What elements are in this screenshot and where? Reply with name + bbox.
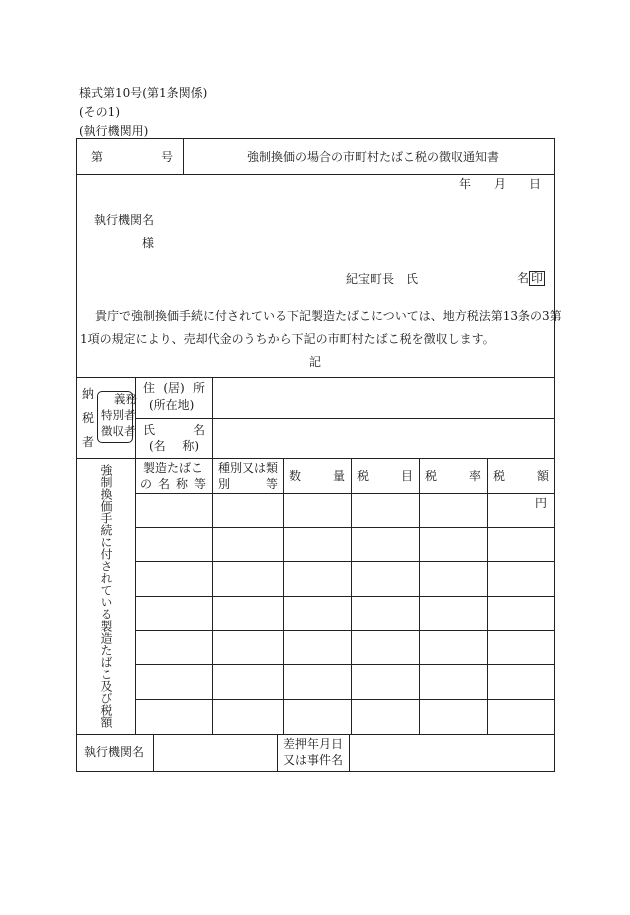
col-tax-item: 税 目 (357, 469, 413, 483)
col-quantity: 数 量 (289, 469, 345, 483)
document-title: 強制換価の場合の市町村たばこ税の徴収通知書 (247, 150, 500, 164)
taxpayer-label-3: 者 (82, 435, 95, 449)
footer-org-label: 執行機関名 (84, 745, 145, 759)
number-label: 第 号 (91, 150, 173, 164)
goods-side-label: 強制換価手続に付されている製造たばこ及び税額 (99, 464, 113, 728)
col-product-top: 製造たばこ (143, 461, 204, 475)
bracket-row-1: 義務 (114, 392, 137, 406)
col-product-bottom: の 名 称 等 (140, 477, 206, 491)
date-year: 年 (459, 177, 472, 191)
taxpayer-name-sub-label: (名 称) (149, 439, 199, 453)
notice-form (76, 138, 562, 772)
taxpayer-label-2: 税 (82, 411, 95, 425)
addressee-org-label: 執行機関名 (94, 213, 155, 227)
date-day: 日 (529, 177, 542, 191)
case-name-label: 又は事件名 (283, 753, 344, 767)
address-label: 住 (居) 所 (143, 381, 205, 395)
title-divider (183, 139, 184, 174)
body-line-2: 1項の規定により、売却代金のうちから下記の市町村たばこ税を徴収します。 (80, 332, 495, 346)
bracket-row-2: 特別者 (101, 408, 136, 422)
yen-unit: 円 (535, 496, 548, 510)
col-kind-top: 種別又は類 (218, 461, 279, 475)
bracket-row-3: 徴収者 (101, 424, 136, 438)
form-part: (その1) (79, 105, 120, 119)
taxpayer-name-label: 氏 名 (143, 423, 205, 437)
sender-seal: 名 印 (517, 271, 544, 285)
seal-mark: 印 (531, 271, 544, 285)
date-month: 月 (494, 177, 507, 191)
form-usage: (執行機関用) (79, 124, 149, 138)
form-number: 様式第10号(第1条関係) (79, 86, 208, 100)
taxpayer-label-1: 納 (82, 387, 95, 401)
address-sub-label: (所在地) (149, 398, 195, 412)
col-kind-bottom: 別 等 (218, 477, 278, 491)
ki-mark: 記 (309, 355, 322, 369)
seizure-date-label: 差押年月日 (283, 737, 344, 751)
body-line-1: 貴庁で強制換価手続に付されている下記製造たばこについては、地方税法第13条の3第 (95, 309, 562, 323)
col-tax-rate: 税 率 (425, 469, 481, 483)
sender-name: 紀宝町長 氏 (346, 272, 419, 286)
addressee-honorific: 様 (142, 236, 155, 250)
col-tax-amount: 税 額 (493, 469, 549, 483)
